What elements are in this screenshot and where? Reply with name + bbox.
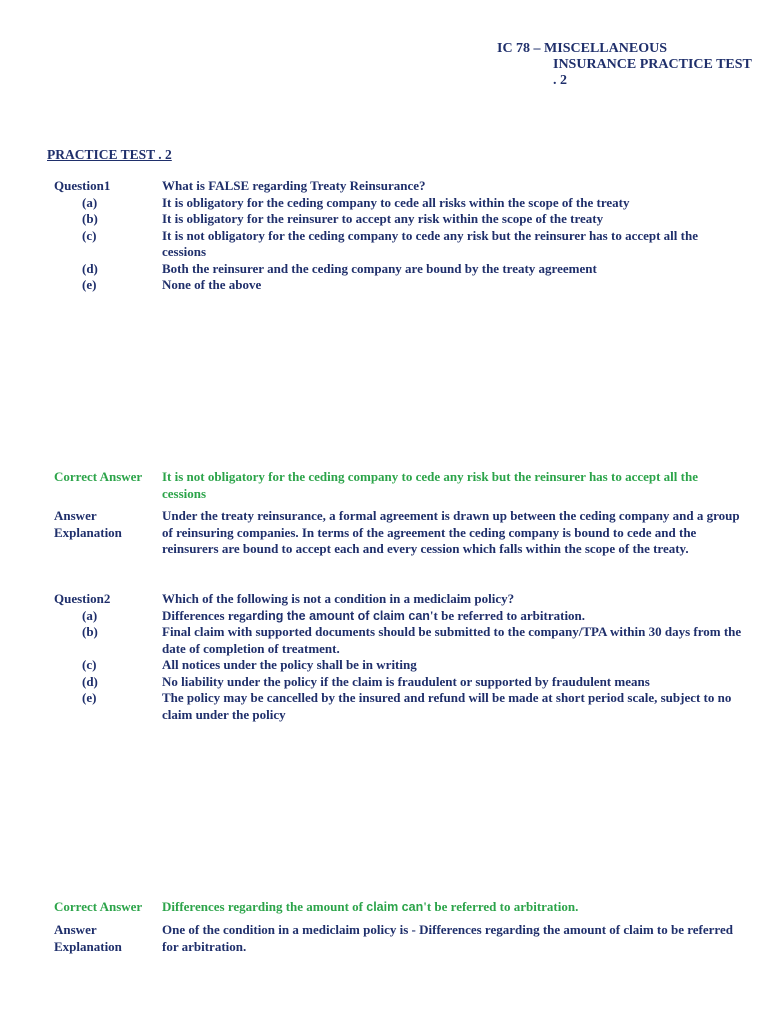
option-key: (e) bbox=[82, 277, 97, 292]
correct-answer-label: Correct Answer bbox=[54, 899, 143, 914]
question-row bbox=[54, 178, 744, 195]
option-text bbox=[162, 608, 744, 625]
correct-answer-part-2: claim can bbox=[366, 900, 424, 914]
option-row-a bbox=[54, 195, 744, 212]
correct-answer-part-3: 't be referred to arbitration. bbox=[423, 899, 579, 914]
option-key: (c) bbox=[82, 227, 97, 243]
option-text: The policy may be cancelled by the insured and refund will be made at short period scale, subject to no claim under the policy bbox=[162, 690, 732, 722]
option-key: (d) bbox=[82, 673, 98, 689]
explanation-text: One of the condition in a mediclaim policy is - Differences regarding the amount of claim to be referred for arbitration. bbox=[162, 922, 733, 954]
option-text: All notices under the policy shall be in writing bbox=[162, 657, 417, 672]
option-row-e bbox=[54, 277, 744, 294]
correct-answer-text bbox=[162, 899, 744, 916]
question-label: Question2 bbox=[54, 591, 111, 606]
option-text-part-2: rding the amount of claim can bbox=[252, 608, 430, 623]
option-key: (a) bbox=[82, 607, 98, 623]
correct-answer-part-1: Differences regarding the amount of bbox=[162, 899, 367, 914]
option-key: (b) bbox=[82, 211, 98, 226]
option-text-part-1: Differences rega bbox=[162, 607, 253, 623]
question-text: Which of the following is not a condition in a mediclaim policy? bbox=[162, 591, 515, 606]
explanation-row bbox=[54, 508, 744, 558]
explanation-row bbox=[54, 922, 744, 955]
option-text: It is not obligatory for the ceding company to cede any risk but the reinsurer has to accept all the cessions bbox=[162, 227, 698, 259]
option-key: (b) bbox=[82, 624, 98, 639]
document-header bbox=[497, 41, 765, 89]
explanation-label-line-2: Explanation bbox=[54, 938, 122, 954]
correct-answer-label: Correct Answer bbox=[54, 469, 143, 484]
option-key: (d) bbox=[82, 260, 98, 276]
option-row-c bbox=[54, 228, 744, 261]
q2-explanation bbox=[54, 922, 744, 955]
option-text: No liability under the policy if the claim is fraudulent or supported by fraudulent means bbox=[162, 673, 650, 689]
correct-answer-row bbox=[54, 899, 744, 916]
option-text-part-3: 't be referred to arbitration. bbox=[429, 607, 586, 623]
option-text: Both the reinsurer and the ceding company are bound by the treaty agreement bbox=[162, 260, 597, 276]
option-row-b bbox=[54, 211, 744, 228]
option-text: Final claim with supported documents should be submitted to the company/TPA within 30 days from the date of completion of treatment. bbox=[162, 624, 742, 656]
explanation-label-line-2: Explanation bbox=[54, 524, 122, 540]
header-line-2: INSURANCE PRACTICE TEST bbox=[553, 57, 752, 72]
question-1 bbox=[54, 178, 744, 294]
option-row-a bbox=[54, 608, 744, 625]
correct-answer-row bbox=[54, 469, 744, 502]
question-2 bbox=[54, 591, 744, 723]
option-row-d bbox=[54, 261, 744, 278]
header-line-1: IC 78 – MISCELLANEOUS bbox=[497, 41, 667, 56]
option-row-b bbox=[54, 624, 744, 657]
option-text: None of the above bbox=[162, 277, 262, 292]
q1-explanation bbox=[54, 508, 744, 558]
question-row bbox=[54, 591, 744, 608]
option-row-e bbox=[54, 690, 744, 723]
explanation-label bbox=[54, 922, 162, 955]
option-text: It is obligatory for the reinsurer to accept any risk within the scope of the treaty bbox=[162, 211, 604, 226]
correct-answer-text: It is not obligatory for the ceding company to cede any risk but the reinsurer has to accept all the cessions bbox=[162, 469, 698, 501]
option-key: (c) bbox=[82, 657, 97, 672]
explanation-label-line-1: Answer bbox=[54, 922, 97, 937]
header-line-3: . 2 bbox=[553, 73, 567, 88]
option-row-d bbox=[54, 674, 744, 691]
q2-correct-answer bbox=[54, 899, 744, 916]
section-title: PRACTICE TEST . 2 bbox=[47, 147, 172, 162]
question-text: What is FALSE regarding Treaty Reinsurance? bbox=[162, 178, 426, 193]
explanation-label bbox=[54, 508, 162, 541]
explanation-text: Under the treaty reinsurance, a formal agreement is drawn up between the ceding company and a group of reinsuring companies. In terms of the agreement the ceding company is bound to cede and the reinsurers are bound to accept each and every cession which falls within the scope of the treaty. bbox=[162, 508, 740, 556]
explanation-label-line-1: Answer bbox=[54, 508, 97, 523]
option-key: (e) bbox=[82, 690, 97, 705]
option-row-c bbox=[54, 657, 744, 674]
q1-correct-answer bbox=[54, 469, 744, 502]
option-text: It is obligatory for the ceding company to cede all risks within the scope of the treaty bbox=[162, 194, 630, 210]
question-label: Question1 bbox=[54, 178, 111, 193]
option-key: (a) bbox=[82, 194, 98, 210]
